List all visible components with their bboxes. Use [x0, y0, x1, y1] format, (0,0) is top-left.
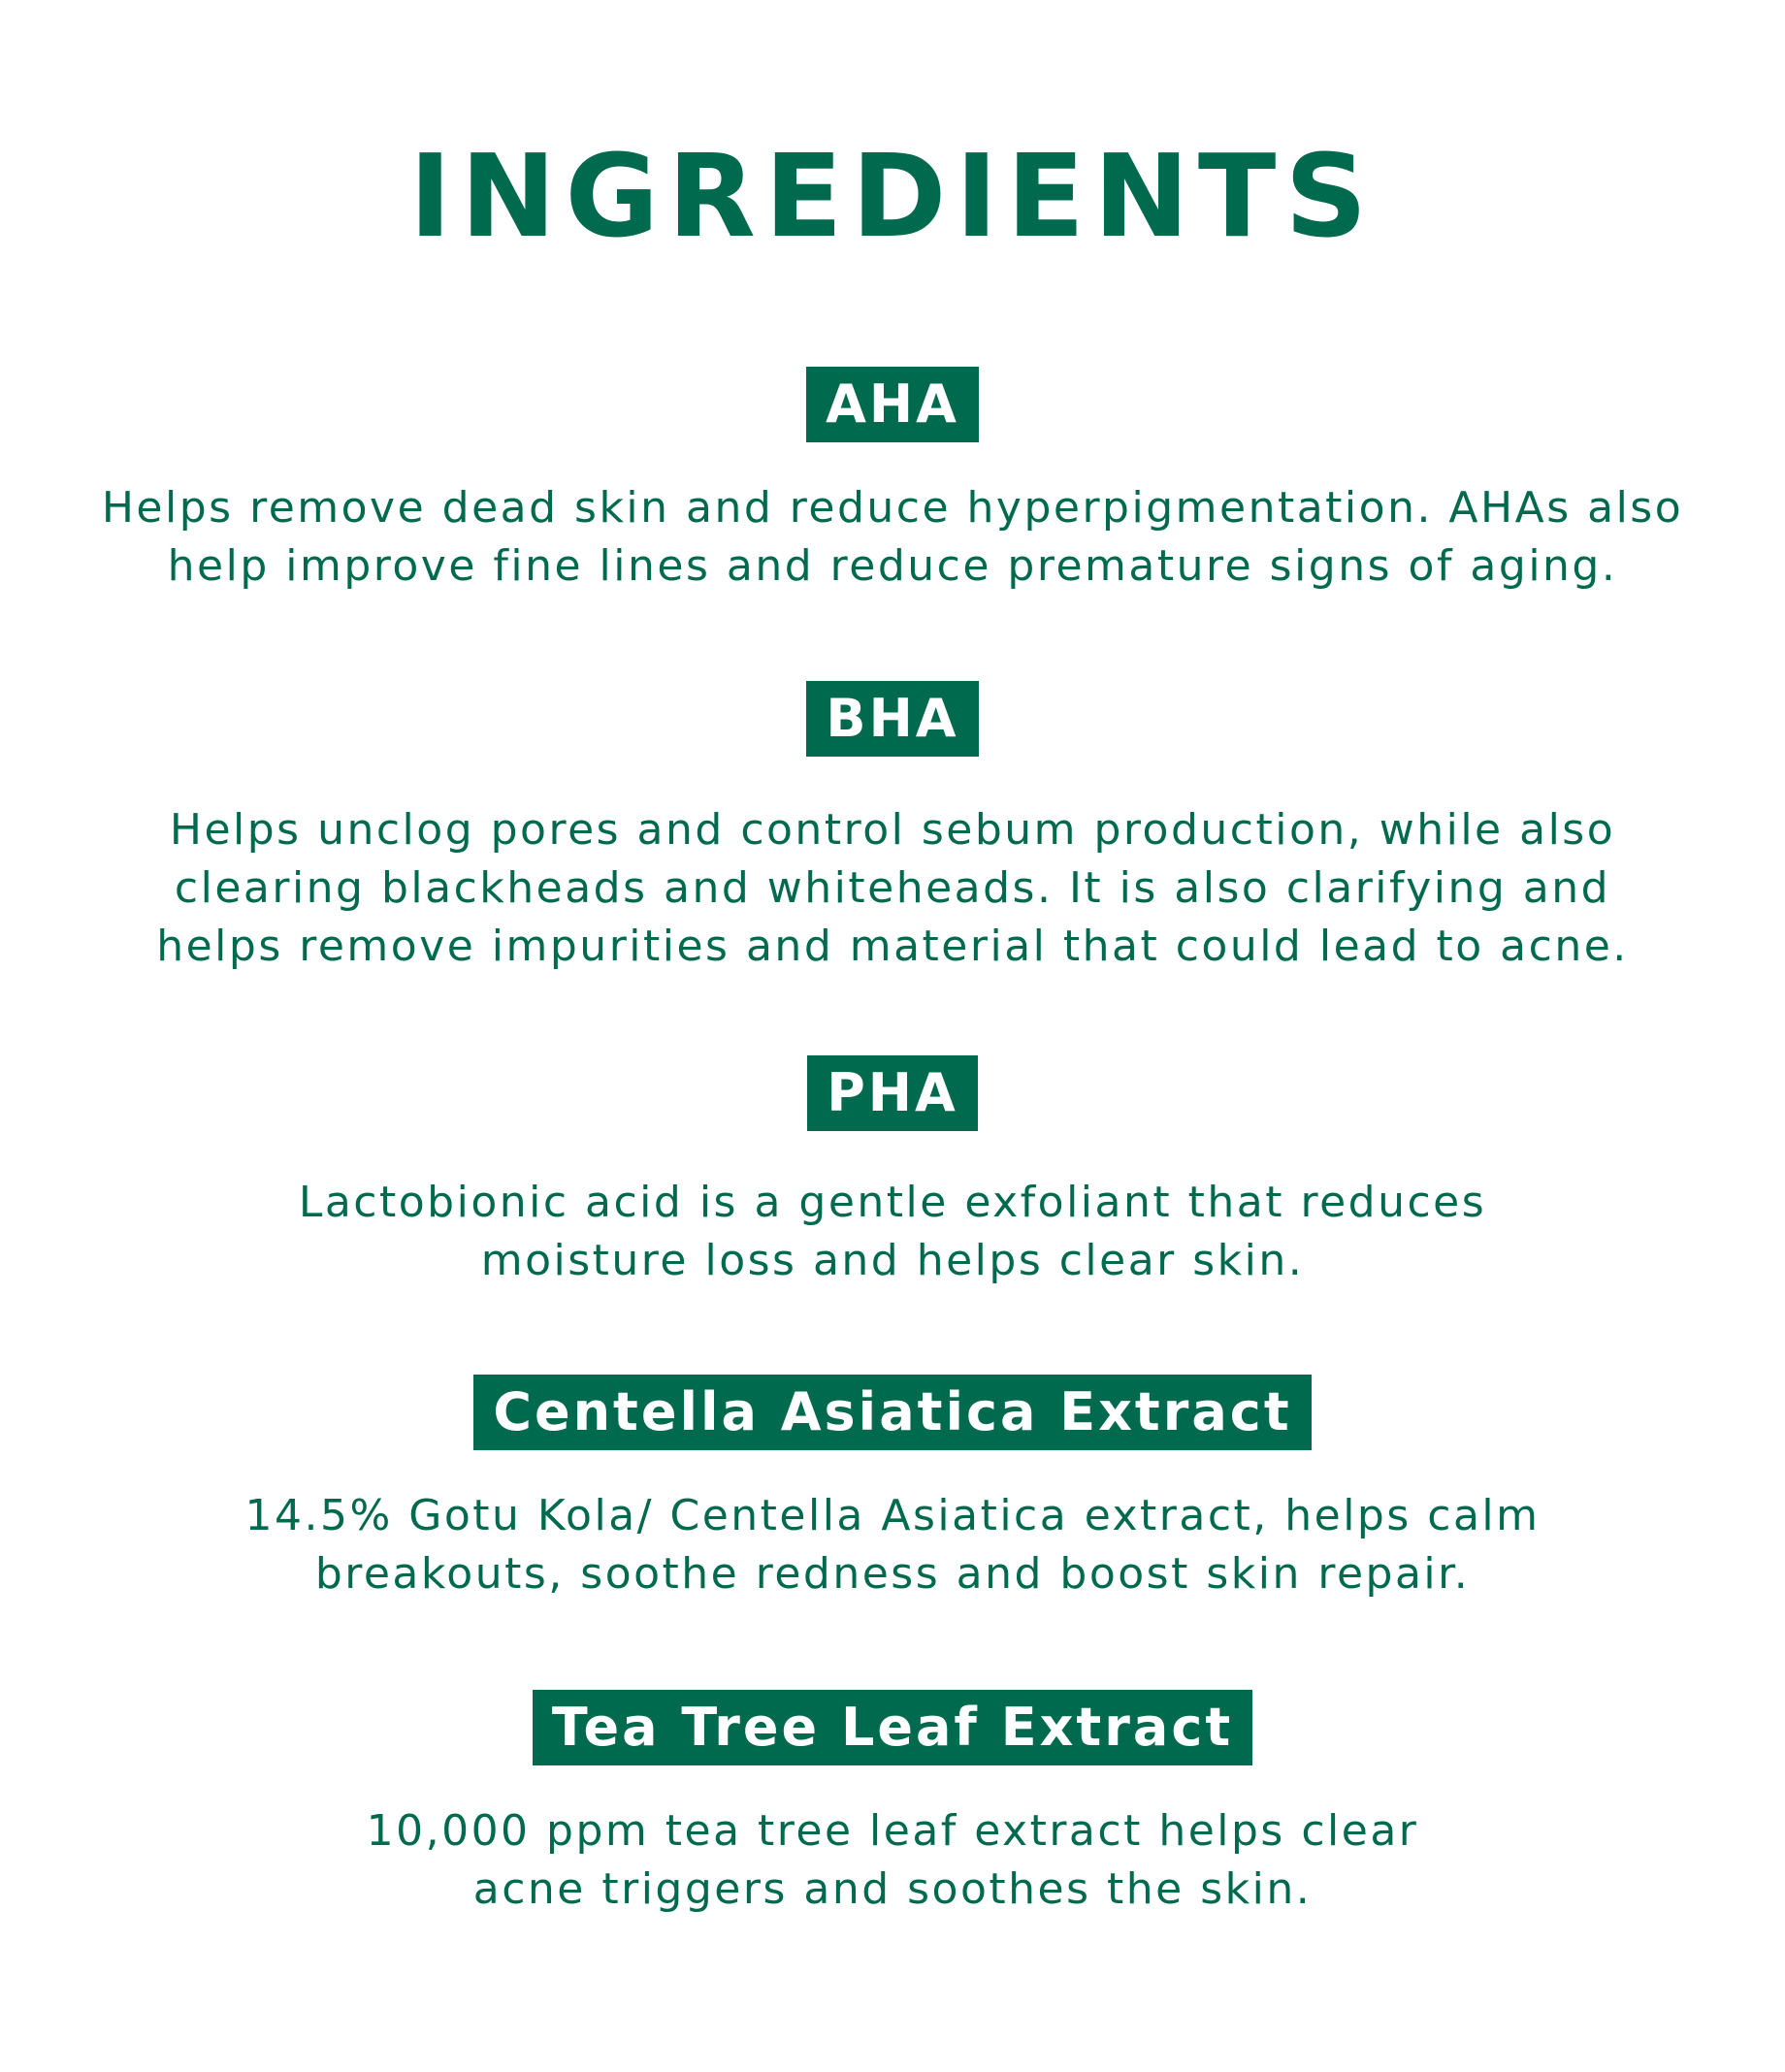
ingredient-badge: Centella Asiatica Extract [473, 1375, 1311, 1450]
ingredient-section-pha [0, 1055, 1785, 1290]
ingredient-description [0, 479, 1785, 596]
ingredient-section-tea-tree [0, 1690, 1785, 1919]
description-line: moisture loss and helps clear skin. [480, 1236, 1305, 1285]
description-line: Lactobionic acid is a gentle exfoliant that reduces [298, 1178, 1487, 1227]
description-line: acne triggers and soothes the skin. [472, 1864, 1313, 1914]
description-line: helps remove impurities and material that could lead to acne. [156, 922, 1629, 971]
ingredient-description [0, 1487, 1785, 1603]
description-line: 10,000 ppm tea tree leaf extract helps clear [366, 1806, 1419, 1856]
ingredient-badge: BHA [806, 681, 978, 757]
ingredient-badge: PHA [807, 1055, 978, 1131]
description-line: help improve fine lines and reduce premature signs of aging. [167, 541, 1618, 591]
description-line: Helps unclog pores and control sebum production, while also [169, 805, 1616, 855]
ingredient-badge: AHA [806, 367, 979, 442]
description-line: 14.5% Gotu Kola/ Centella Asiatica extract, helps calm [244, 1491, 1541, 1540]
ingredient-description [0, 1802, 1785, 1919]
ingredient-description [0, 801, 1785, 976]
ingredient-description [0, 1174, 1785, 1290]
description-line: breakouts, soothe redness and boost skin repair. [314, 1549, 1471, 1599]
description-line: clearing blackheads and whiteheads. It is also clarifying and [174, 863, 1611, 913]
description-line: Helps remove dead skin and reduce hyperpigmentation. AHAs also [101, 483, 1684, 533]
ingredient-section-centella [0, 1375, 1785, 1603]
ingredient-badge: Tea Tree Leaf Extract [533, 1690, 1252, 1765]
page-title: INGREDIENTS [408, 129, 1377, 263]
ingredient-section-aha [0, 367, 1785, 596]
ingredient-section-bha [0, 681, 1785, 976]
